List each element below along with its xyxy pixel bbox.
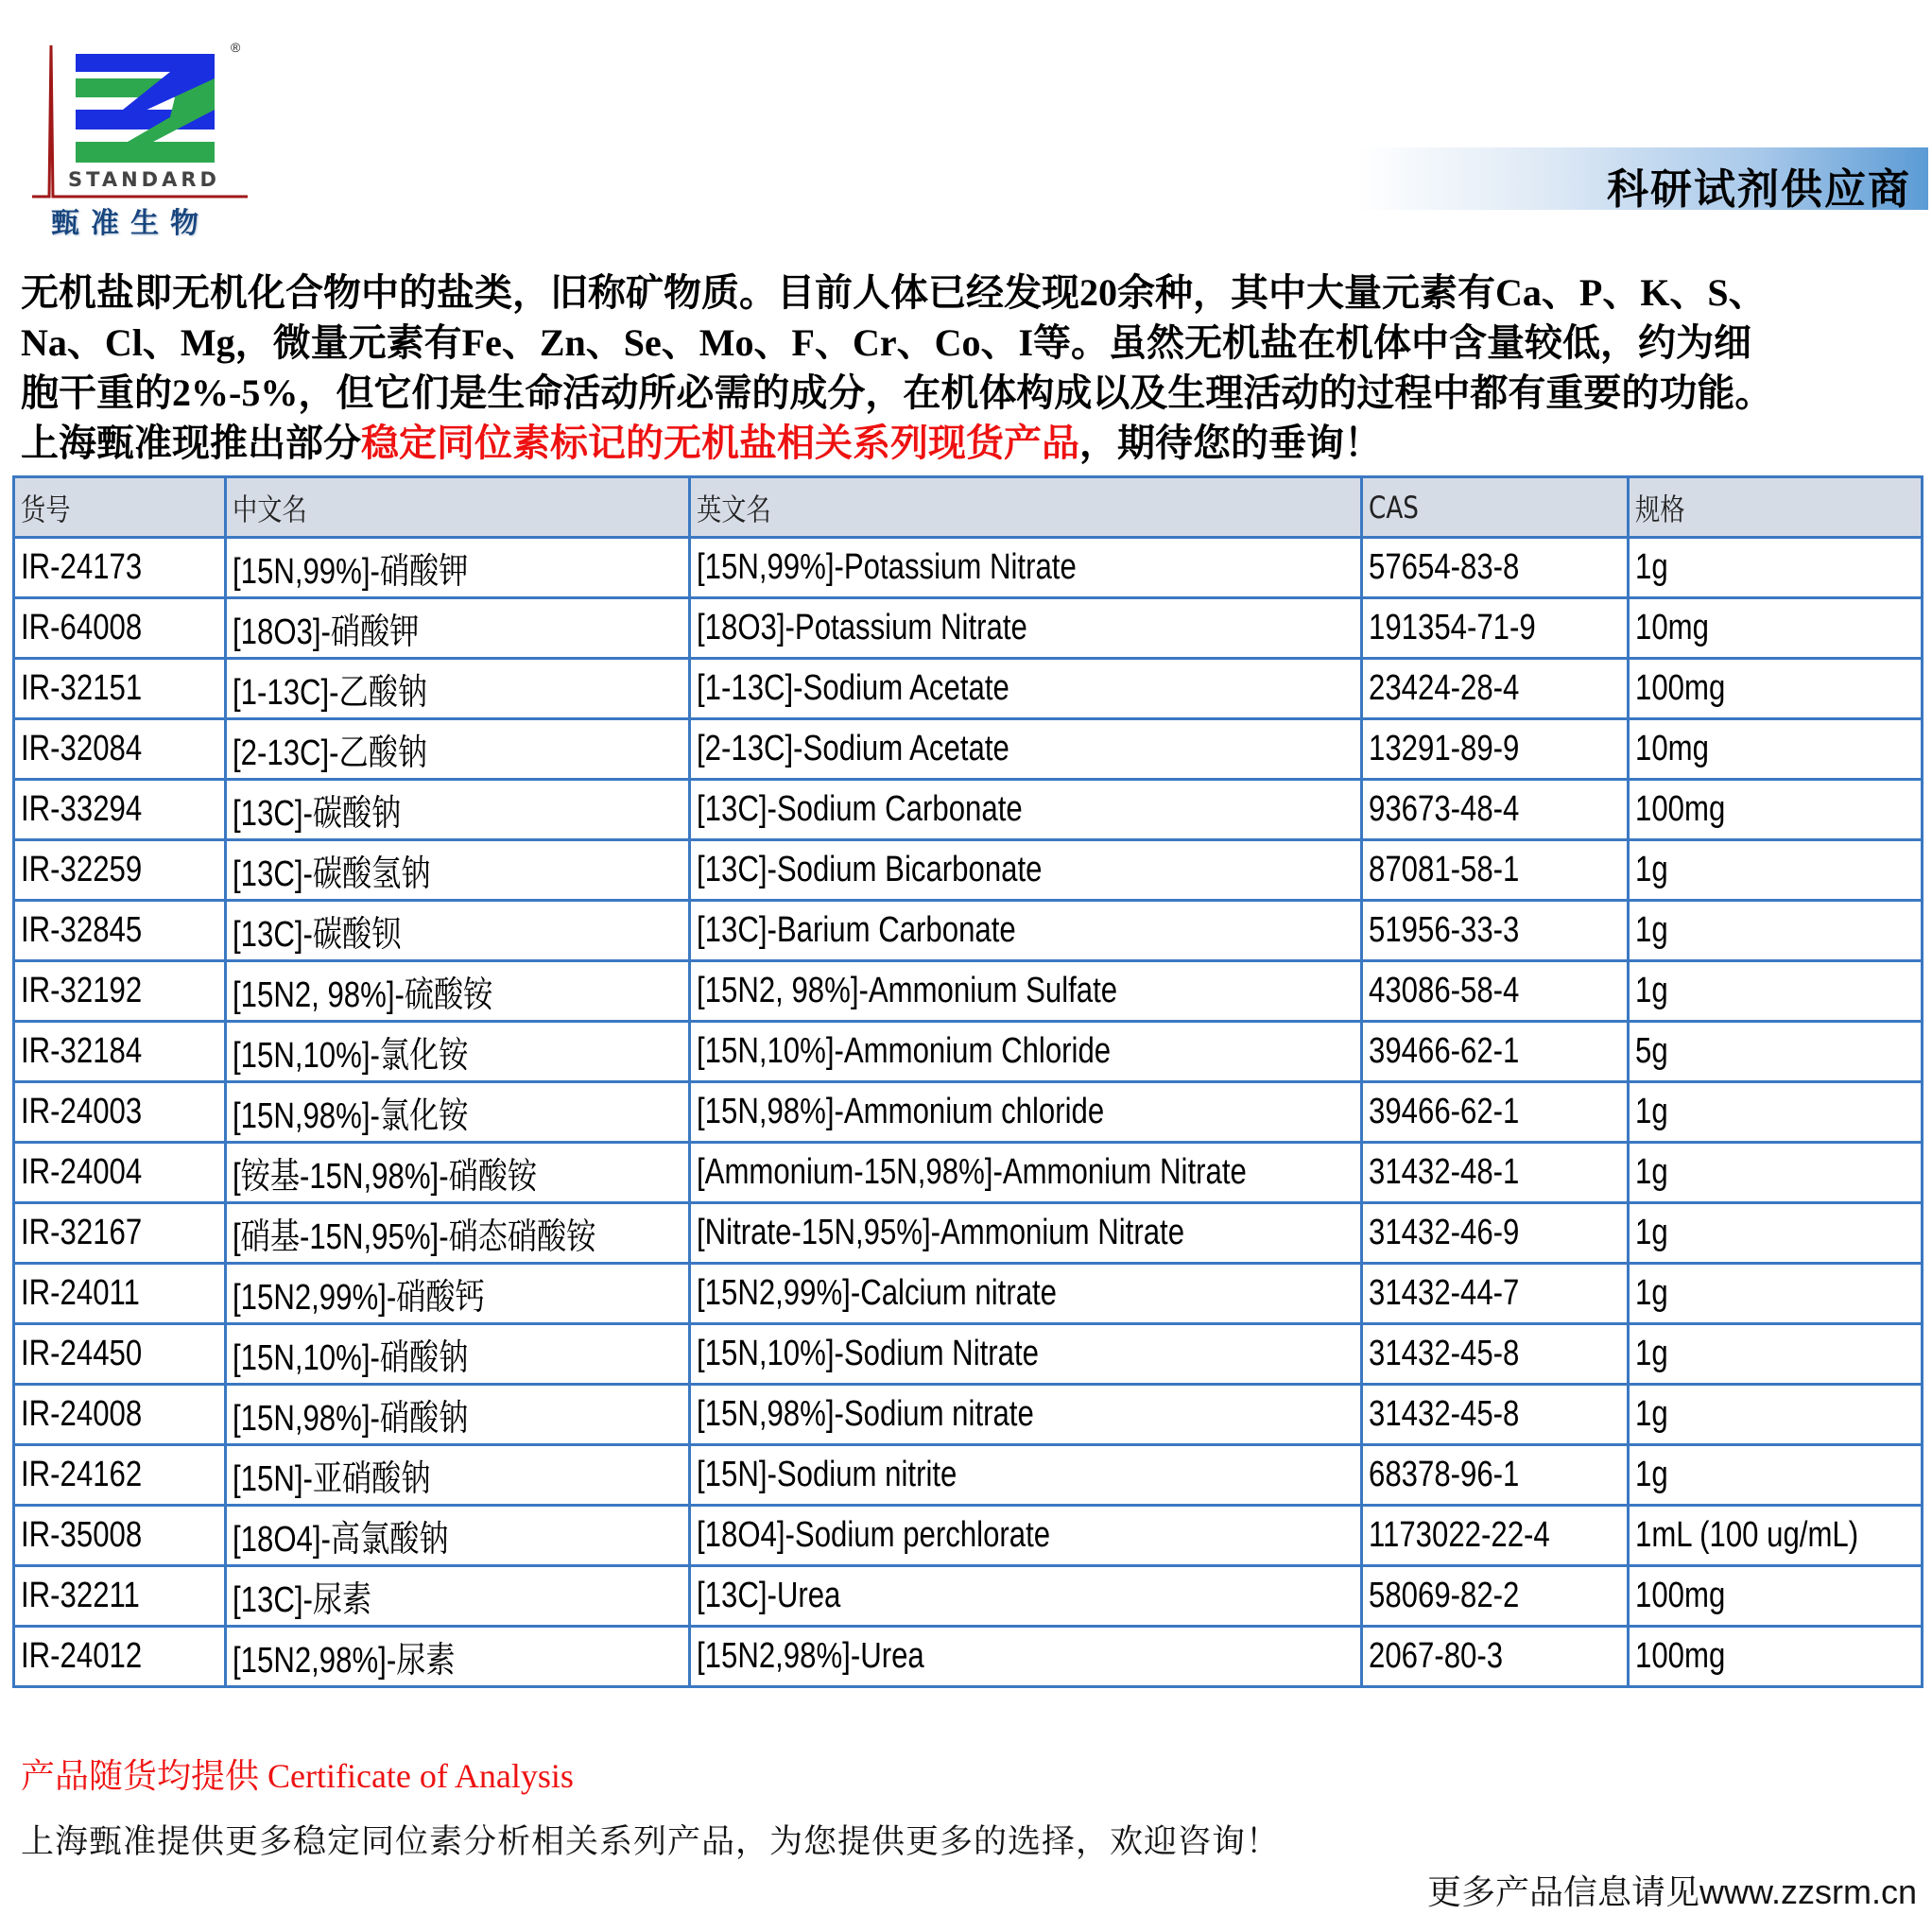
table-row [14,901,1923,961]
cell-cas: 51956-33-3 [1362,901,1629,961]
cell-catalog-no: IR-32084 [14,719,226,780]
cell-cas: 87081-58-1 [1362,840,1629,901]
cell-english-name: [15N,10%]-Ammonium Chloride [690,1022,1362,1082]
cell-spec: 1g [1629,1203,1923,1264]
cell-spec: 1g [1629,1143,1923,1203]
intro-line-2: Na、Cl、Mg，微量元素有Fe、Zn、Se、Mo、F、Cr、Co、I等。虽然无机盐在机体中含量较低，约为细 [21,321,1752,364]
cell-catalog-no: IR-32845 [14,901,226,961]
header-chinese-name: 中文名 [226,477,690,538]
cell-english-name: [Ammonium-15N,98%]-Ammonium Nitrate [690,1143,1362,1203]
cell-cas: 58069-82-2 [1362,1566,1629,1627]
cell-english-name: [13C]-Urea [690,1566,1362,1627]
table-row [14,1385,1923,1445]
cell-cas: 31432-46-9 [1362,1203,1629,1264]
cell-catalog-no: IR-32259 [14,840,226,901]
cell-english-name: [15N,98%]-Sodium nitrate [690,1385,1362,1445]
cell-catalog-no: IR-24173 [14,538,226,598]
cell-cas: 1173022-22-4 [1362,1506,1629,1566]
cell-cas: 2067-80-3 [1362,1627,1629,1687]
banner-label: 科研试剂供应商 [1607,165,1911,214]
cell-catalog-no: IR-32151 [14,659,226,719]
cell-spec: 10mg [1629,598,1923,659]
table-row [14,961,1923,1022]
cell-chinese-name: [铵基-15N,98%]-硝酸铵 [226,1143,690,1203]
intro-line-1: 无机盐即无机化合物中的盐类，旧称矿物质。目前人体已经发现20余种，其中大量元素有Ca、P、K、S、 [21,271,1767,314]
table-row [14,1082,1923,1143]
cell-chinese-name: [13C]-尿素 [226,1566,690,1627]
registered-mark: ® [231,40,241,55]
cell-cas: 68378-96-1 [1362,1445,1629,1506]
cell-spec: 1g [1629,901,1923,961]
cell-spec: 10mg [1629,719,1923,780]
cell-spec: 5g [1629,1022,1923,1082]
cell-catalog-no: IR-32184 [14,1022,226,1082]
cell-english-name: [15N,10%]-Sodium Nitrate [690,1324,1362,1385]
logo-brand-cn: 甄准生物 [51,207,210,240]
cell-spec: 1g [1629,1082,1923,1143]
header-english-name: 英文名 [690,477,1362,538]
cell-chinese-name: [硝基-15N,95%]-硝态硝酸铵 [226,1203,690,1264]
logo-brand-en: STANDARD [68,168,220,191]
cell-spec: 100mg [1629,1627,1923,1687]
intro-paragraph [21,267,1921,468]
cell-spec: 1g [1629,1264,1923,1324]
header-cas: CAS [1362,477,1629,538]
cell-catalog-no: IR-24004 [14,1143,226,1203]
cell-english-name: [Nitrate-15N,95%]-Ammonium Nitrate [690,1203,1362,1264]
supplier-banner [1356,147,1928,214]
cell-cas: 13291-89-9 [1362,719,1629,780]
cell-chinese-name: [18O4]-高氯酸钠 [226,1506,690,1566]
cell-cas: 39466-62-1 [1362,1022,1629,1082]
company-logo [28,38,255,240]
table-row [14,1506,1923,1566]
cell-spec: 1g [1629,1324,1923,1385]
table-row [14,719,1923,780]
cell-english-name: [15N,98%]-Ammonium chloride [690,1082,1362,1143]
cell-catalog-no: IR-24011 [14,1264,226,1324]
cell-cas: 43086-58-4 [1362,961,1629,1022]
cell-spec: 1g [1629,840,1923,901]
cell-english-name: [18O3]-Potassium Nitrate [690,598,1362,659]
cell-catalog-no: IR-32192 [14,961,226,1022]
table-row [14,1566,1923,1627]
header-spec: 规格 [1629,477,1923,538]
cell-spec: 100mg [1629,780,1923,840]
cell-chinese-name: [15N2,98%]-尿素 [226,1627,690,1687]
cell-english-name: [13C]-Sodium Carbonate [690,780,1362,840]
more-products-note: 上海甄准提供更多稳定同位素分析相关系列产品，为您提供更多的选择，欢迎咨询！ [21,1823,1281,1860]
cell-catalog-no: IR-32167 [14,1203,226,1264]
table-row [14,1627,1923,1687]
cell-catalog-no: IR-24012 [14,1627,226,1687]
cell-catalog-no: IR-24008 [14,1385,226,1445]
coa-note: 产品随货均提供 Certificate of Analysis [21,1757,574,1795]
cell-chinese-name: [13C]-碳酸氢钠 [226,840,690,901]
cell-english-name: [2-13C]-Sodium Acetate [690,719,1362,780]
cell-chinese-name: [15N2,99%]-硝酸钙 [226,1264,690,1324]
table-row [14,598,1923,659]
cell-chinese-name: [15N,10%]-硝酸钠 [226,1324,690,1385]
cell-english-name: [1-13C]-Sodium Acetate [690,659,1362,719]
cell-cas: 31432-48-1 [1362,1143,1629,1203]
website-line: 更多产品信息请见www.zzsrm.cn [1426,1872,1917,1911]
intro-highlight: 稳定同位素标记的无机盐相关系列现货产品 [361,422,1079,464]
cell-spec: 1g [1629,538,1923,598]
table-row [14,538,1923,598]
cell-chinese-name: [15N2, 98%]-硫酸铵 [226,961,690,1022]
cell-catalog-no: IR-32211 [14,1566,226,1627]
cell-cas: 57654-83-8 [1362,538,1629,598]
cell-spec: 100mg [1629,659,1923,719]
cell-english-name: [13C]-Barium Carbonate [690,901,1362,961]
cell-chinese-name: [15N,98%]-硝酸钠 [226,1385,690,1445]
cell-catalog-no: IR-35008 [14,1506,226,1566]
cell-catalog-no: IR-24450 [14,1324,226,1385]
cell-english-name: [15N2, 98%]-Ammonium Sulfate [690,961,1362,1022]
cell-chinese-name: [13C]-碳酸钡 [226,901,690,961]
intro-line-4-prefix: 上海甄准现推出部分 [21,422,361,464]
cell-spec: 1g [1629,1445,1923,1506]
cell-cas: 31432-45-8 [1362,1324,1629,1385]
table-header-row [14,477,1923,538]
cell-spec: 1mL (100 ug/mL) [1629,1506,1923,1566]
cell-english-name: [15N2,99%]-Calcium nitrate [690,1264,1362,1324]
product-table [12,475,1923,1688]
cell-cas: 23424-28-4 [1362,659,1629,719]
cell-chinese-name: [15N]-亚硝酸钠 [226,1445,690,1506]
table-row [14,659,1923,719]
cell-english-name: [15N,99%]-Potassium Nitrate [690,538,1362,598]
table-row [14,1022,1923,1082]
cell-catalog-no: IR-33294 [14,780,226,840]
cell-english-name: [13C]-Sodium Bicarbonate [690,840,1362,901]
intro-line-3: 胞干重的2%-5%，但它们是生命活动所必需的成分，在机体构成以及生理活动的过程中都有重要的功能。 [21,371,1773,414]
cell-spec: 1g [1629,961,1923,1022]
cell-cas: 39466-62-1 [1362,1082,1629,1143]
cell-cas: 191354-71-9 [1362,598,1629,659]
cell-chinese-name: [15N,99%]-硝酸钾 [226,538,690,598]
cell-catalog-no: IR-64008 [14,598,226,659]
cell-chinese-name: [18O3]-硝酸钾 [226,598,690,659]
cell-cas: 31432-45-8 [1362,1385,1629,1445]
cell-chinese-name: [1-13C]-乙酸钠 [226,659,690,719]
table-row [14,1324,1923,1385]
cell-cas: 93673-48-4 [1362,780,1629,840]
cell-chinese-name: [15N,98%]-氯化铵 [226,1082,690,1143]
cell-english-name: [18O4]-Sodium perchlorate [690,1506,1362,1566]
table-row [14,840,1923,901]
cell-chinese-name: [13C]-碳酸钠 [226,780,690,840]
cell-spec: 100mg [1629,1566,1923,1627]
table-row [14,1445,1923,1506]
cell-cas: 31432-44-7 [1362,1264,1629,1324]
table-row [14,1203,1923,1264]
cell-chinese-name: [15N,10%]-氯化铵 [226,1022,690,1082]
cell-spec: 1g [1629,1385,1923,1445]
cell-catalog-no: IR-24003 [14,1082,226,1143]
cell-chinese-name: [2-13C]-乙酸钠 [226,719,690,780]
header-catalog-no: 货号 [14,477,226,538]
table-row [14,1264,1923,1324]
cell-english-name: [15N]-Sodium nitrite [690,1445,1362,1506]
intro-line-4 [21,418,1921,468]
table-row [14,1143,1923,1203]
cell-english-name: [15N2,98%]-Urea [690,1627,1362,1687]
cell-catalog-no: IR-24162 [14,1445,226,1506]
intro-line-4-suffix: ，期待您的垂询！ [1079,422,1382,464]
table-row [14,780,1923,840]
